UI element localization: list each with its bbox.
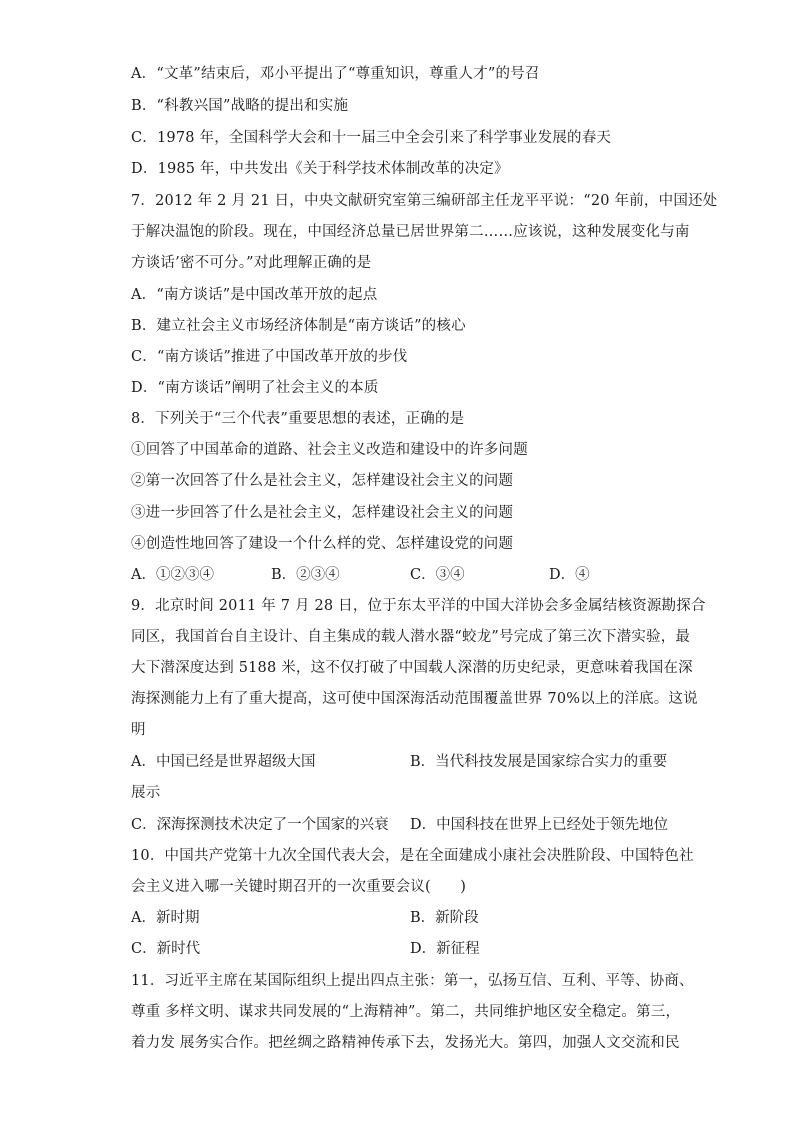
q10-option-c: C．新时代: [131, 941, 201, 957]
q10-stem-line-1: 10．中国共产党第十九次全国代表大会，是在全面建成小康社会决胜阶段、中国特色社: [131, 848, 694, 864]
q10-stem-line-2: 会主义进入哪一关键时期召开的一次重要会议( ): [131, 879, 467, 895]
q11-stem-line-3: 着力发 展务实合作。把丝绸之路精神传承下去，发扬光大。第四，加强人文交流和民: [131, 1035, 680, 1051]
q8-option-c: C．③④: [410, 567, 465, 583]
q7-option-c: C．“南方谈话”推进了中国改革开放的步伐: [131, 349, 408, 365]
q11-stem-line-2: 尊重 多样文明、谋求共同发展的“上海精神”。第二，共同维护地区安全稳定。第三，: [131, 1004, 681, 1020]
q9-stem-line-4: 海探测能力上有了重大提高，这可使中国深海活动范围覆盖世界 70%以上的洋底。这说: [131, 691, 698, 707]
q6-option-b: B．“科教兴国”战略的提出和实施: [131, 98, 349, 114]
q9-option-c: C．深海探测技术决定了一个国家的兴衰: [131, 817, 389, 833]
q8-stem: 8．下列关于“三个代表”重要思想的表述，正确的是: [131, 411, 465, 427]
q9-option-d: D．中国科技在世界上已经处于领先地位: [410, 817, 669, 833]
q7-option-d: D．“南方谈话”阐明了社会主义的本质: [131, 380, 379, 396]
q9-stem-line-5: 明: [131, 722, 146, 738]
q8-option-a: A．①②③④: [131, 567, 214, 583]
q9-stem-line-2: 同区，我国首台自主设计、自主集成的载人潜水器“蛟龙”号完成了第三次下潜实验，最: [131, 629, 691, 645]
q9-stem-line-1: 9．北京时间 2011 年 7 月 28 日，位于东太平洋的中国大洋协会多金属结核资源勘探合: [131, 598, 706, 614]
q8-item-1: ①回答了中国革命的道路、社会主义改造和建设中的许多问题: [131, 442, 528, 458]
q7-stem-line-3: 方谈话’密不可分。”对此理解正确的是: [131, 255, 372, 271]
q8-item-4: ④创造性地回答了建设一个什么样的党、怎样建设党的问题: [131, 536, 514, 552]
q7-option-b: B．建立社会主义市场经济体制是“南方谈话”的核心: [131, 318, 466, 334]
q10-option-b: B．新阶段: [410, 910, 479, 926]
q8-item-2: ②第一次回答了什么是社会主义，怎样建设社会主义的问题: [131, 473, 514, 489]
q9-stem-line-3: 大下潜深度达到 5188 米，这不仅打破了中国载人深潜的历史纪录，更意味着我国在深: [131, 660, 693, 676]
q6-option-a: A．“文革”结束后，邓小平提出了“尊重知识，尊重人才”的号召: [131, 66, 540, 82]
q9-option-b-continued: 展示: [131, 785, 161, 801]
q8-option-d: D．④: [549, 567, 590, 583]
q7-option-a: A．“南方谈话”是中国改革开放的起点: [131, 287, 378, 303]
q11-stem-line-1: 11．习近平主席在某国际组织上提出四点主张：第一，弘扬互信、互利、平等、协商、: [131, 973, 694, 989]
q10-option-a: A．新时期: [131, 910, 200, 926]
q6-option-c: C．1978 年，全国科学大会和十一届三中全会引来了科学事业发展的春天: [131, 130, 612, 146]
q9-option-b: B．当代科技发展是国家综合实力的重要: [410, 754, 668, 770]
q10-option-d: D．新征程: [410, 941, 480, 957]
q7-stem-line-1: 7．2012 年 2 月 21 日，中央文献研究室第三编研部主任龙平平说：“20 年前，中国还处: [131, 193, 718, 209]
q8-item-3: ③进一步回答了什么是社会主义，怎样建设社会主义的问题: [131, 505, 514, 521]
q9-option-a: A．中国已经是世界超级大国: [131, 754, 316, 770]
q8-option-b: B．②③④: [271, 567, 340, 583]
q6-option-d: D．1985 年，中共发出《关于科学技术体制改革的决定》: [131, 161, 509, 177]
q7-stem-line-2: 于解决温饱的阶段。现在，中国经济总量已居世界第二……应该说，这种发展变化与南: [131, 224, 690, 240]
